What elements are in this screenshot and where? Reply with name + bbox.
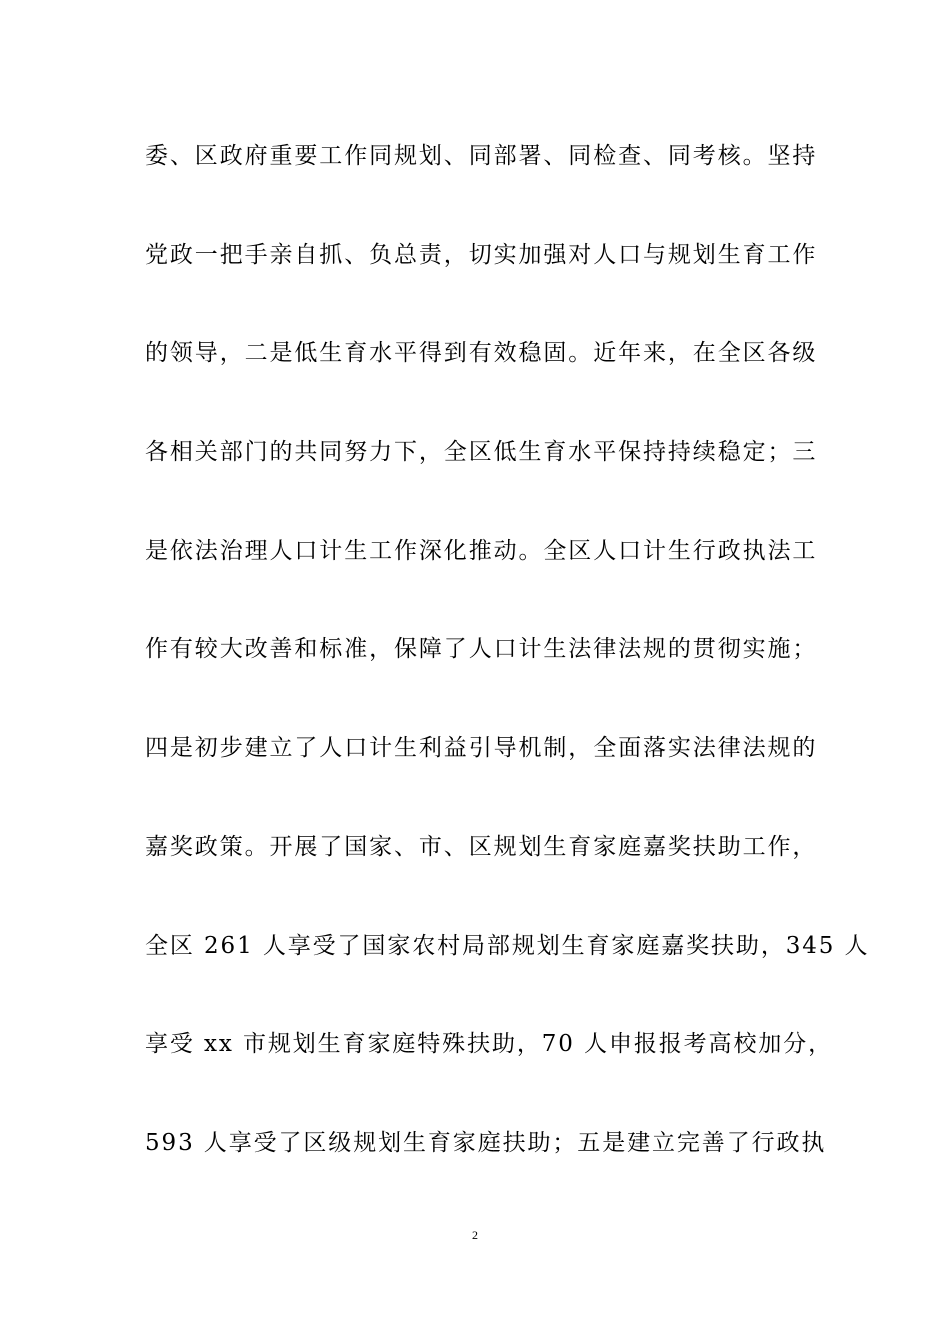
text-line: 全区 261 人享受了国家农村局部规划生育家庭嘉奖扶助，345 人: [145, 932, 870, 959]
text-line: 各相关部门的共同努力下，全区低生育水平保持持续稳定；三: [145, 439, 818, 466]
text-line: 党政一把手亲自抓、负总责，切实加强对人口与规划生育工作: [145, 241, 818, 268]
text-line: 的领导，二是低生育水平得到有效稳固。近年来，在全区各级: [145, 340, 818, 367]
text-line: 委、区政府重要工作同规划、同部署、同检查、同考核。坚持: [145, 143, 818, 169]
text-line: 四是初步建立了人口计生利益引导机制，全面落实法律法规的: [145, 735, 818, 762]
body-text: [145, 128, 870, 1214]
text-line: 嘉奖政策。开展了国家、市、区规划生育家庭嘉奖扶助工作，: [145, 833, 818, 860]
page-number: 2: [472, 1228, 478, 1242]
text-line: 593 人享受了区级规划生育家庭扶助；五是建立完善了行政执: [145, 1129, 827, 1156]
text-line: 是依法治理人口计生工作深化推动。全区人口计生行政执法工: [145, 537, 818, 564]
text-line: 享受 xx 市规划生育家庭特殊扶助，70 人申报报考高校加分，: [145, 1031, 834, 1058]
text-line: 作有较大改善和标准，保障了人口计生法律法规的贯彻实施；: [145, 636, 818, 663]
